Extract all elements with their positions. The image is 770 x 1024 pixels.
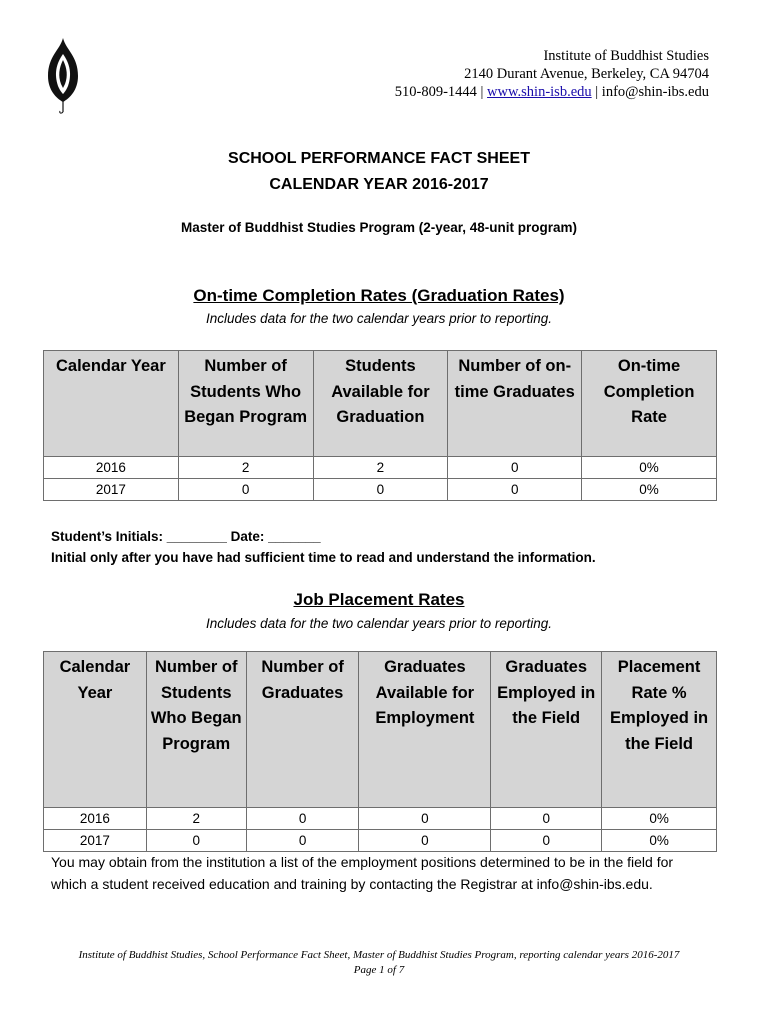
page-footer	[0, 948, 758, 978]
table-cell: 0	[246, 830, 359, 852]
completion-col-header: On-time Completion Rate	[582, 351, 717, 457]
table-cell: 0	[491, 808, 602, 830]
table-cell: 0	[146, 830, 246, 852]
acknowledgement-block	[51, 526, 596, 568]
institution-address-block	[395, 47, 709, 101]
institution-address: 2140 Durant Avenue, Berkeley, CA 94704	[464, 66, 709, 82]
table-cell: 2017	[44, 830, 147, 852]
table-row	[44, 457, 717, 479]
table-cell: 2	[146, 808, 246, 830]
student-initials-line[interactable]: Student’s Initials: ________ Date: _______	[51, 529, 321, 544]
initials-instruction: Initial only after you have had sufficient time to read and understand the information.	[51, 550, 596, 565]
placement-heading: Job Placement Rates	[293, 590, 465, 609]
table-cell: 2016	[44, 457, 179, 479]
placement-col-header: Calendar Year	[44, 652, 147, 808]
table-row	[44, 808, 717, 830]
table-cell: 0	[448, 479, 582, 501]
table-cell: 2	[178, 457, 313, 479]
completion-col-header: Number of Students Who Began Program	[178, 351, 313, 457]
table-cell: 0	[178, 479, 313, 501]
completion-header-row	[44, 351, 717, 457]
table-cell: 0	[359, 808, 491, 830]
page-title: SCHOOL PERFORMANCE FACT SHEET	[228, 150, 530, 167]
table-cell: 0	[313, 479, 448, 501]
table-cell: 0	[448, 457, 582, 479]
placement-table	[43, 651, 717, 852]
placement-col-header: Placement Rate % Employed in the Field	[602, 652, 717, 808]
program-name: Master of Buddhist Studies Program (2-year, 48-unit program)	[180, 220, 578, 235]
table-row	[44, 830, 717, 852]
table-cell: 2016	[44, 808, 147, 830]
institution-website-link[interactable]: www.shin-isb.edu	[487, 84, 592, 100]
institution-name: Institute of Buddhist Studies	[543, 48, 709, 64]
table-cell: 0%	[582, 479, 717, 501]
table-cell: 0	[246, 808, 359, 830]
table-cell: 2	[313, 457, 448, 479]
placement-col-header: Number of Students Who Began Program	[146, 652, 246, 808]
completion-table	[43, 350, 717, 501]
placement-col-header: Graduates Employed in the Field	[491, 652, 602, 808]
contact-line	[395, 83, 709, 101]
completion-note: Includes data for the two calendar years prior to reporting.	[206, 311, 552, 326]
placement-header-row	[44, 652, 717, 808]
institution-phone: 510-809-1444 |	[394, 84, 484, 100]
employment-list-notice: You may obtain from the institution a list of the employment positions determined to be in the field for which a student received education and training by contacting the Registrar at info@shin-ibs.edu.	[51, 854, 674, 892]
table-cell: 0%	[602, 830, 717, 852]
table-row	[44, 479, 717, 501]
completion-col-header: Number of on-time Graduates	[448, 351, 582, 457]
placement-col-header: Number of Graduates	[246, 652, 359, 808]
placement-col-header: Graduates Available for Employment	[359, 652, 491, 808]
placement-note: Includes data for the two calendar years prior to reporting.	[206, 616, 552, 631]
table-cell: 0	[491, 830, 602, 852]
footer-citation: Institute of Buddhist Studies, School Performance Fact Sheet, Master of Buddhist Studies Program, reporting calendar years 2016-2017	[78, 949, 680, 961]
table-cell: 2017	[44, 479, 179, 501]
table-cell: 0%	[582, 457, 717, 479]
table-cell: 0%	[602, 808, 717, 830]
institution-email: | info@shin-ibs.edu	[595, 84, 709, 100]
table-cell: 0	[359, 830, 491, 852]
completion-col-header: Students Available for Graduation	[313, 351, 448, 457]
page-number: Page 1 of 7	[353, 964, 405, 976]
completion-heading: On-time Completion Rates (Graduation Rates)	[193, 286, 565, 305]
bodhi-leaf-logo-icon	[44, 36, 82, 116]
page-subtitle: CALENDAR YEAR 2016-2017	[269, 176, 489, 193]
completion-col-header: Calendar Year	[44, 351, 179, 457]
